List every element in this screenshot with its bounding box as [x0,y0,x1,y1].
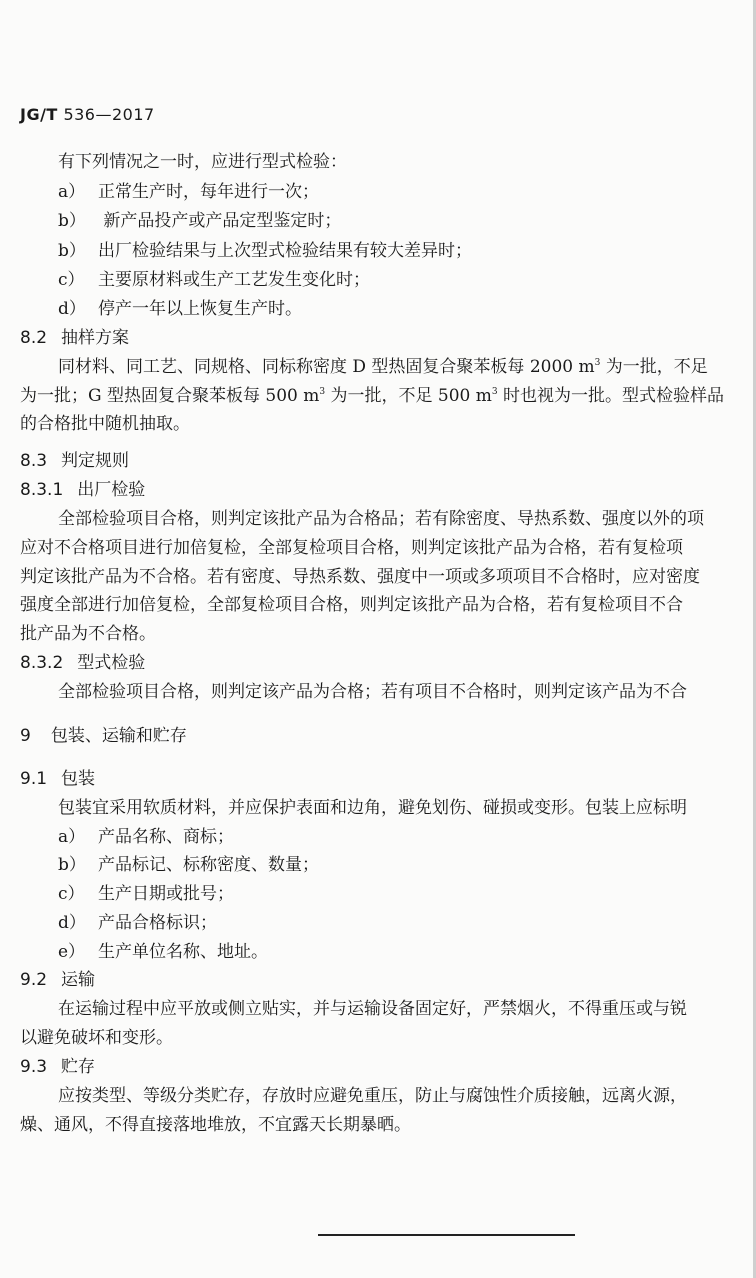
list-item [58,209,341,233]
list-marker: d） [58,913,86,933]
section-number: 9 [20,726,31,746]
paragraph-line: 包装宜采用软质材料，并应保护表面和边角，避免划伤、碰损或变形。包装上应标明 [58,798,687,818]
type-inspection-intro: 有下列情况之一时，应进行型式检验： [58,152,347,172]
section-heading [20,767,95,791]
text-run: 为一批，不足 [600,357,708,377]
section-title: 型式检验 [77,653,146,673]
list-item [58,911,217,935]
list-item [58,268,370,292]
paragraph-line: 判定该批产品为不合格。若有密度、导热系数、强度中一项或多项项目不合格时，应对密度 [20,567,700,587]
section-number: 8.3.2 [20,653,64,673]
list-marker: a） [58,182,86,202]
section-number: 9.1 [20,769,48,789]
section-heading [20,651,145,675]
superscript: 3 [491,387,498,397]
section-title: 包装 [61,769,96,789]
section-heading [20,326,129,350]
list-text: 生产日期或批号； [98,884,234,904]
paragraph-line: 全部检验项目合格，则判定该批产品为合格品；若有除密度、导热系数、强度以外的项 [58,509,704,529]
standard-header [20,103,155,127]
section-number: 8.3.1 [20,480,64,500]
list-text: 出厂检验结果与上次型式检验结果有较大差异时； [98,241,472,261]
list-marker: b） [58,855,86,875]
section-heading [20,478,145,502]
list-marker: b） [58,241,86,261]
section-title: 判定规则 [61,451,130,471]
text-run: 同材料、同工艺、同规格、同标称密度 D 型热固复合聚苯板每 2000 m [58,357,595,377]
list-item [58,825,234,849]
list-item [58,882,234,906]
paragraph-line: 以避免破坏和变形。 [20,1028,173,1048]
section-title: 抽样方案 [61,328,130,348]
section-title: 包装、运输和贮存 [50,726,187,746]
section-heading [20,968,95,992]
paragraph-line: 应按类型、等级分类贮存，存放时应避免重压，防止与腐蚀性介质接触，远离火源， [58,1086,687,1106]
list-item [58,853,319,877]
list-marker: a） [58,827,86,847]
list-item [58,940,268,964]
section-title: 贮存 [61,1057,96,1077]
paragraph-line: 燥、通风，不得直接落地堆放，不宜露天长期暴晒。 [20,1115,411,1135]
list-text: 生产单位名称、地址。 [98,942,268,962]
superscript: 3 [319,387,326,397]
section-title: 运输 [61,970,96,990]
section-heading [20,449,129,473]
superscript: 3 [594,358,601,368]
section-heading [20,1055,95,1079]
list-text: 新产品投产或产品定型鉴定时； [98,211,342,231]
text-run: 为一批；G 型热固复合聚苯板每 500 m [20,386,320,406]
standard-number: 536—2017 [63,105,155,124]
text-run: 时也视为一批。型式检验样品 [497,386,725,406]
standard-prefix: JG/T [20,105,58,124]
list-marker: d） [58,299,86,319]
section-number: 9.3 [20,1057,48,1077]
section-number: 8.2 [20,328,48,348]
list-marker: c） [58,884,85,904]
list-marker: c） [58,270,85,290]
chapter-heading [20,724,187,748]
paragraph-line: 应对不合格项目进行加倍复检，全部复检项目合格，则判定该批产品为合格，若有复检项 [20,538,683,558]
paragraph-line [20,384,724,408]
list-text: 产品标记、标称密度、数量； [98,855,319,875]
section-title: 出厂检验 [77,480,146,500]
section-number: 8.3 [20,451,48,471]
paragraph-line: 全部检验项目合格，则判定该产品为合格；若有项目不合格时，则判定该产品为不合 [58,682,687,702]
paragraph-line: 在运输过程中应平放或侧立贴实，并与运输设备固定好，严禁烟火，不得重压或与锐 [58,999,687,1019]
list-text: 正常生产时，每年进行一次； [98,182,319,202]
text-run: 为一批，不足 500 m [325,386,492,406]
paragraph-line: 的合格批中随机抽取。 [20,414,190,434]
list-marker: b） [58,211,86,231]
paragraph-line: 强度全部进行加倍复检，全部复检项目合格，则判定该批产品为合格，若有复检项目不合 [20,595,683,615]
paragraph-line [58,355,708,379]
list-item [58,297,302,321]
list-item [58,239,472,263]
list-text: 停产一年以上恢复生产时。 [98,299,302,319]
paragraph-line: 批产品为不合格。 [20,624,156,644]
section-number: 9.2 [20,970,48,990]
list-item [58,180,319,204]
list-text: 产品合格标识； [98,913,217,933]
list-marker: e） [58,942,86,962]
end-rule [318,1234,575,1236]
list-text: 产品名称、商标； [98,827,234,847]
list-text: 主要原材料或生产工艺发生变化时； [98,270,370,290]
